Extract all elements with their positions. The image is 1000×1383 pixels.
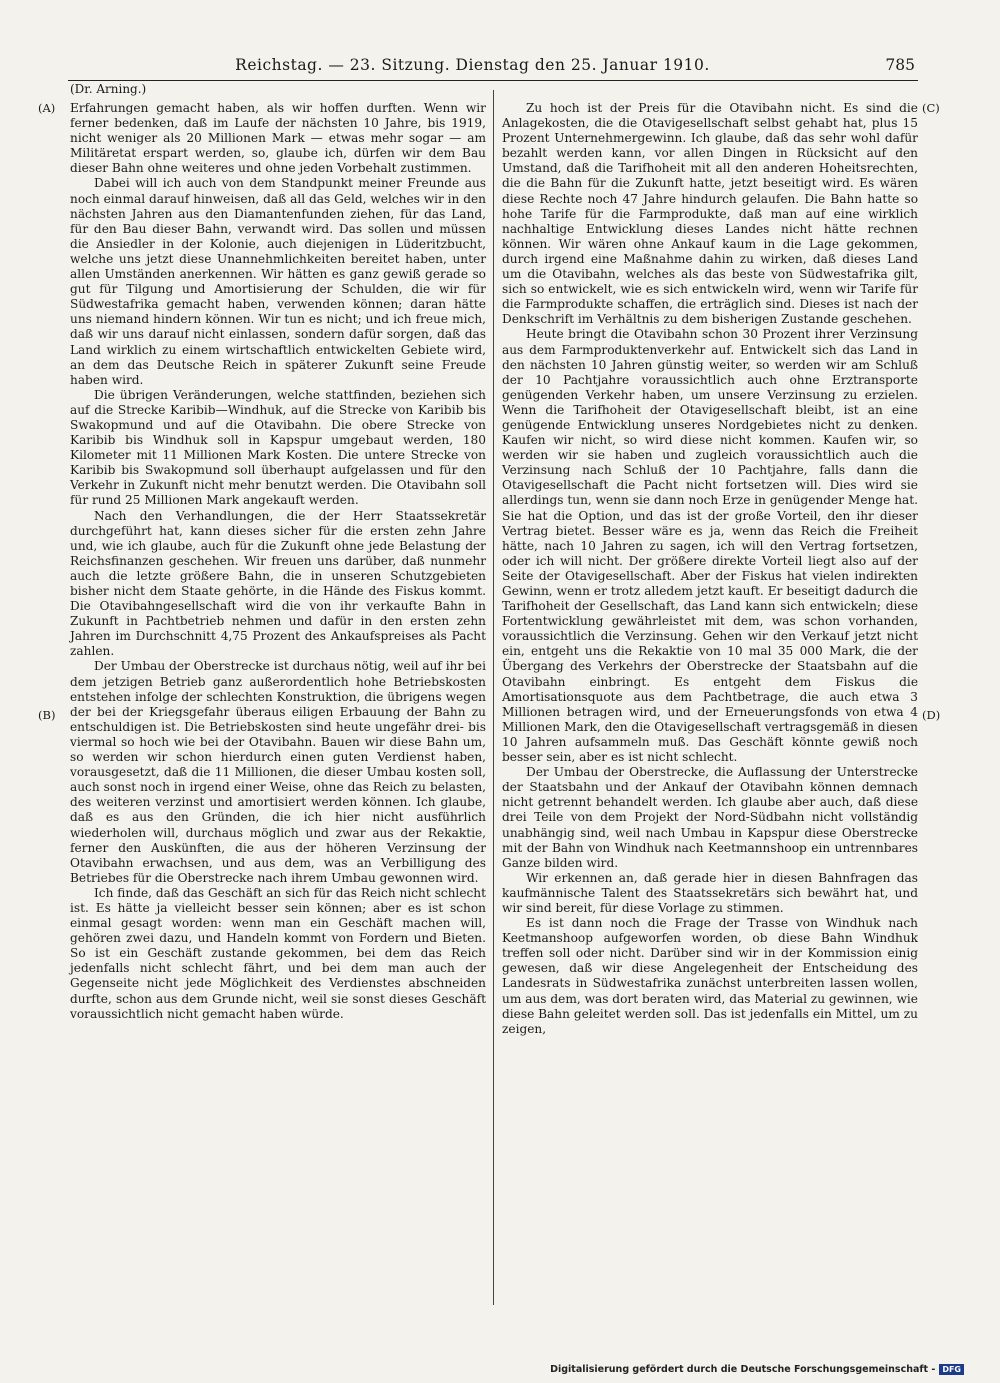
paragraph: Der Umbau der Oberstrecke ist durchaus nötig, weil auf ihr bei dem jetzigen Betrieb ganz außerordentlich hohe Betriebskosten entstehen infolge der schlechten Konstruktion, die übrigens wegen der bei der Kriegsgefahr überaus eiligen Erbauung der Bahn zu entschuldigen ist. Die Betriebskosten sind heute ungefähr drei- bis viermal so hoch wie bei der Otavibahn. Bauen wir diese Bahn um, so werden wir schon hierdurch einen guten Verdienst haben, vorausgesetzt, daß die 11 Millionen, die dieser Umbau kosten soll, auch sonst noch in irgend einer Weise, ohne das Reich zu belasten, des weiteren verzinst und amortisiert werden können. Ich glaube, daß es aus den Gründen, die ich hier nicht ausführlich wiederholen will, durchaus möglich und zwar aus der Rekaktie, ferner den Auskünften, die aus der höheren Verzinsung der Otavibahn erwachsen, und aus dem, was an Verbilligung des Betriebes für die Oberstrecke nach ihrem Umbau gewonnen wird. — [70, 659, 486, 885]
paragraph: Wir erkennen an, daß gerade hier in diesen Bahnfragen das kaufmännische Talent des Staatssekretärs sich bewährt hat, und wir sind bereit, für diese Vorlage zu stimmen. — [502, 870, 918, 915]
paragraph: Es ist dann noch die Frage der Trasse von Windhuk nach Keetmanshoop aufgeworfen worden, ob diese Bahn Windhuk treffen soll oder nicht. Darüber sind wir in der Kommission einig gewesen, daß wir diese Angelegenheit der Entscheidung des Landesrats in Südwestafrika zunächst unterbreiten lassen wollen, um aus dem, was dort beraten wird, das Material zu gewinnen, wie diese Bahn geleitet werden soll. Das ist jedenfalls ein Mittel, um zu zeigen, — [502, 916, 918, 1036]
paragraph: Zu hoch ist der Preis für die Otavibahn nicht. Es sind die Anlagekosten, die die Otavigesellschaft selbst gehabt hat, plus 15 Prozent Unternehmergewinn. Ich glaube, daß das sehr wohl dafür bezahlt werden kann, vor allen Dingen in Rücksicht auf den Umstand, daß die Tarifhoheit mit all den anderen Hoheitsrechten, die die Bahn für die Zukunft hatte, jetzt beseitigt wird. Es wären diese Rechte noch 47 Jahre hindurch gelaufen. Die Bahn hatte so hohe Tarife für die Farmprodukte, daß man auf eine wirklich nachhaltige Entwicklung dieses Landes nicht hätte rechnen können. Wir wären ohne Ankauf kaum in die Lage gekommen, durch irgend eine Maßnahme dahin zu wirken, daß dieses Land um die Otavibahn, welches als das beste von Südwestafrika gilt, sich so entwickelt, wie es sich entwickeln wird, wenn wir Tarife für die Farmprodukte schaffen, die erträglich sind. Dieses ist nach der Denkschrift im Verhältnis zu dem bisherigen Zustande geschehen. — [502, 101, 918, 327]
paragraph: Nach den Verhandlungen, die der Herr Staatssekretär durchgeführt hat, kann dieses sicher für die ersten zehn Jahre und, wie ich glaube, auch für die Zukunft ohne jede Belastung der Reichsfinanzen geschehen. Wir freuen uns darüber, daß nunmehr auch die letzte größere Bahn, die in unseren Schutzgebieten bisher nicht dem Staate gehörte, in die Hände des Fiskus kommt. Die Otavibahngesellschaft wird die von ihr verkaufte Bahn in Zukunft in Pachtbetrieb nehmen und dafür in den ersten zehn Jahren im Durchschnitt 4,75 Prozent des Ankaufspreises als Pacht zahlen. — [70, 508, 486, 659]
dfg-logo-icon: DFG — [939, 1364, 964, 1375]
header-rule — [68, 80, 918, 81]
right-column — [502, 101, 918, 1037]
paragraph: Ich finde, daß das Geschäft an sich für das Reich nicht schlecht ist. Es hätte ja vielleicht besser sein können; aber es ist schon einmal gesagt worden: wenn man ein Geschäft machen will, gehören zwei dazu, und Handeln kommt von Fordern und Bieten. So ist ein Geschäft zustande gekommen, bei dem das Reich jedenfalls nicht schlecht fährt, und bei dem man auch der Gegenseite nicht jede Möglichkeit des Verdienstes abschneiden durfte, schon aus dem Grunde nicht, weil sie sonst dieses Geschäft voraussichtlich nicht gemacht haben würde. — [70, 885, 486, 1021]
page-header — [70, 56, 915, 80]
footer-text: Digitalisierung gefördert durch die Deutsche Forschungsgemeinschaft - — [550, 1364, 936, 1375]
paragraph: Die übrigen Veränderungen, welche stattfinden, beziehen sich auf die Strecke Karibib—Windhuk, auf die Strecke von Karibib bis Swakopmund und auf die Otavibahn. Die obere Strecke von Karibib bis Windhuk soll in Kapspur umgebaut werden, 180 Kilometer mit 11 Millionen Mark Kosten. Die untere Strecke von Karibib bis Swakopmund soll überhaupt aufgelassen und für den Verkehr in Zukunft nicht mehr benutzt werden. Die Otavibahn soll für rund 25 Millionen Mark angekauft werden. — [70, 387, 486, 508]
paragraph: Der Umbau der Oberstrecke, die Auflassung der Unterstrecke der Staatsbahn und der Ankauf der Otavibahn können demnach nicht getrennt behandelt werden. Ich glaube aber auch, daß diese drei Teile von dem Projekt der Nord-Südbahn nicht vollständig unabhängig sind, weil nach Umbau in Kapspur diese Oberstrecke mit der Bahn von Windhuk nach Keetmannshoop ein untrennbares Ganze bilden wird. — [502, 765, 918, 870]
paragraph: Erfahrungen gemacht haben, als wir hoffen durften. Wenn wir ferner bedenken, daß im Laufe der nächsten 10 Jahre, bis 1919, nicht weniger als 20 Millionen Mark — etwas mehr sogar — am Militäretat erspart werden, so, glaube ich, dürfen wir dem Bau dieser Bahn ohne weiteres und ohne jeden Vorbehalt zustimmen. — [70, 101, 486, 176]
paragraph: Heute bringt die Otavibahn schon 30 Prozent ihrer Verzinsung aus dem Farmproduktenverkehr auf. Entwickelt sich das Land in den nächsten 10 Jahren günstig weiter, so werden wir am Schluß der 10 Pachtjahre voraussichtlich auch ohne Erztransporte genügenden Verkehr haben, um unsere Verzinsung zu erzielen. Wenn die Tarifhoheit der Otavigesellschaft bleibt, ist an eine genügende Entwicklung unseres Nordgebietes nicht zu denken. Kaufen wir nicht, so wird diese nicht kommen. Kaufen wir, so werden wir sie haben und zugleich voraussichtlich auch die Verzinsung nach Schluß der 10 Pachtjahre, falls dann die Otavigesellschaft die Pacht nicht fortsetzen will. Dies wird sie allerdings tun, wenn sie dann noch Erze in genügender Menge hat. Sie hat die Option, und das ist der große Vorteil, den ihr dieser Vertrag bietet. Besser wäre es ja, wenn das Reich die Freiheit hätte, nach 10 Jahren zu sagen, ich will den Vertrag fortsetzen, oder ich will nicht. Der größere direkte Vorteil liegt also auf der Seite der Otavigesellschaft. Aber der Fiskus hat vielen indirekten Gewinn, wenn er trotz alledem jetzt kauft. Er beseitigt dadurch die Tarifhoheit der Gesellschaft, das Land kann sich entwickeln; diese Fortentwicklung gewährleistet mit dem, was schon vorhanden, voraussichtlich die Verzinsung. Gehen wir den Verkauf jetzt nicht ein, entgeht uns die Rekaktie von 10 mal 35 000 Mark, die der Übergang des Verkehrs der Oberstrecke der Staatsbahn auf die Otavibahn einbringt. Es entgeht dem Fiskus die Amortisationsquote aus dem Pachtbetrage, die auch etwa 3 Millionen betragen wird, und der Erneuerungsfonds von etwa 4 Millionen Mark, den die Otavigesellschaft vertragsgemäß in diesen 10 Jahren aufsammeln muß. Das Geschäft könnte gewiß noch besser sein, aber es ist nicht schlecht. — [502, 327, 918, 765]
speaker-label: (Dr. Arning.) — [70, 82, 147, 96]
header-title: Reichstag. — 23. Sitzung. Dienstag den 25. Januar 1910. — [235, 56, 710, 74]
column-divider — [493, 90, 494, 1305]
footer-credit — [550, 1364, 964, 1375]
margin-marker-c: (C) — [922, 101, 940, 115]
margin-marker-a: (A) — [38, 101, 56, 115]
margin-marker-b: (B) — [38, 708, 56, 722]
margin-marker-d: (D) — [922, 708, 941, 722]
left-column — [70, 101, 486, 1022]
page-number: 785 — [885, 56, 915, 74]
paragraph: Dabei will ich auch von dem Standpunkt meiner Freunde aus noch einmal darauf hinweisen, daß all das Geld, welches wir in den nächsten Jahren aus den Diamantenfunden ziehen, für das Land, für den Bau dieser Bahn, verwandt wird. Das sollen und müssen die Ansiedler in der Kolonie, auch diejenigen in Lüderitzbucht, welche uns jetzt diese Unannehmlichkeiten bereitet haben, unter allen Umständen anerkennen. Wir hätten es ganz gewiß gerade so gut für Tilgung und Amortisierung der Schulden, die wir für Südwestafrika gemacht haben, verwenden können; daran hätte uns niemand hindern können. Wir tun es nicht; und ich freue mich, daß wir uns darauf nicht einlassen, sondern dafür sorgen, daß das Land wirklich zu einem wirtschaftlich entwickelten Gebiete wird, an dem das Deutsche Reich in späterer Zukunft seine Freude haben wird. — [70, 176, 486, 387]
